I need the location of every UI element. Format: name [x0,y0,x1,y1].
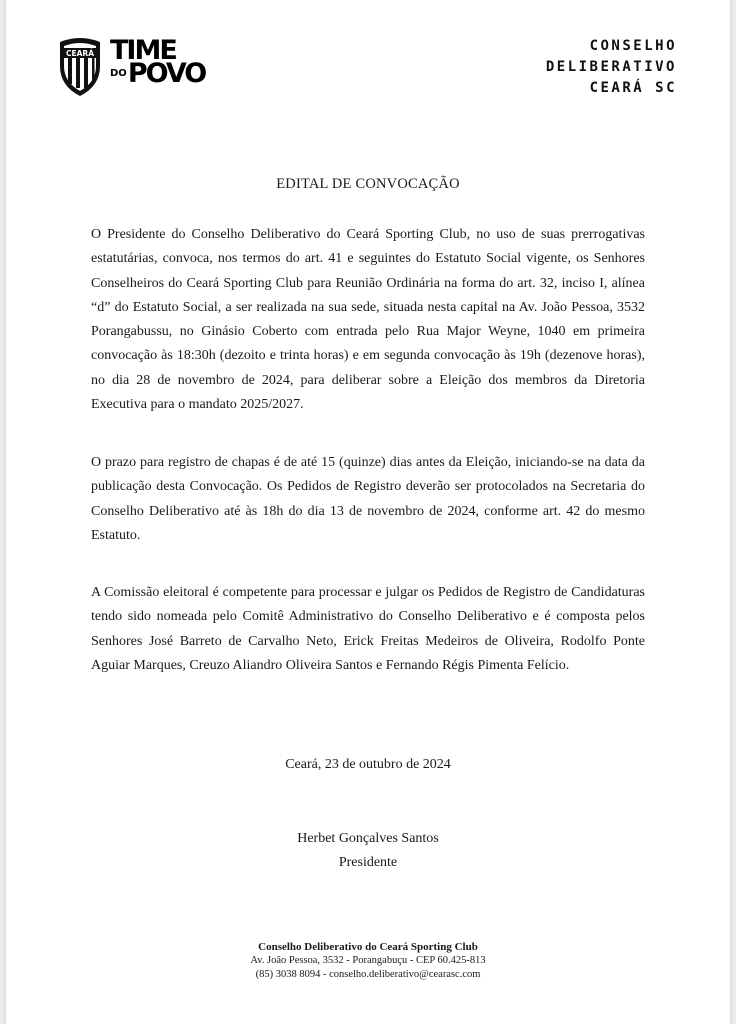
place-date: Ceará, 23 de outubro de 2024 [285,757,451,772]
footer-organization: Conselho Deliberativo do Ceará Sporting Club [258,941,478,953]
council-line-3: CEARÁ SC [589,80,677,96]
council-line-1: CONSELHO [589,38,677,54]
paragraph-electoral-commission: A Comissão eleitoral é competente para processar e julgar os Pedidos de Registro de Candidaturas tendo sido nomeada pelo Comitê Administrativo do Conselho Deliberativo e é composta pelos Senhores José Barreto de Carvalho Neto, Erick Freitas Medeiros de Oliveira, Rodolfo Ponte Aguiar Marques, Creuzo Aliandro Oliveira Santos e Fernando Régis Pimenta Felício. [91,585,645,673]
logo-small-do: DO [110,68,127,79]
document-title: EDITAL DE CONVOCAÇÃO [276,176,460,192]
ceara-crest-icon [56,36,104,98]
footer [6,940,730,982]
council-name-block [546,36,677,99]
document-page [6,0,730,1024]
letterhead [6,0,730,110]
crest-text: CEARÁ [65,49,95,58]
footer-address: Av. João Pessoa, 3532 - Porangabuçu - CEP 60.425-813 [250,955,486,966]
council-line-2: DELIBERATIVO [545,59,677,75]
logo-line-time: TIME [110,35,176,66]
paragraph-convocation: O Presidente do Conselho Deliberativo do Ceará Sporting Club, no uso de suas prerrogativas estatutárias, convoca, nos termos do art. 41 e seguintes do Estatuto Social vigente, os Senhores Conselheiros do Ceará Sporting Club para Reunião Ordinária na forma do art. 32, inciso I, alínea “d” do Estatuto Social, a ser realizada na sua sede, situada nesta capital na Av. João Pessoa, 3532 Porangabussu, no Ginásio Coberto com entrada pelo Rua Major Weyne, 1040 em primeira convocação às 18:30h (dezoito e trinta horas) e em segunda convocação às 19h (dezenove horas), no dia 28 de novembro de 2024, para deliberar sobre a Eleição dos membros da Diretoria Executiva para o mandato 2025/2027. [91,227,645,413]
signer-name: Herbet Gonçalves Santos [297,831,439,846]
logo-line-povo [110,58,206,89]
signer-role: Presidente [338,855,398,870]
paragraph-registration-deadline: O prazo para registro de chapas é de até 15 (quinze) dias antes da Eleição, iniciando-se na data da publicação desta Convocação. Os Pedidos de Registro deverão ser protocolados na Secretaria do Conselho Deliberativo até às 18h do dia 13 de novembro de 2024, conforme art. 42 do mesmo Estatuto. [91,455,645,543]
time-do-povo-logo [110,35,206,89]
logo-word-povo: POVO [127,58,206,89]
footer-contact: (85) 3038 8094 - conselho.deliberativo@cearasc.com [255,969,481,980]
